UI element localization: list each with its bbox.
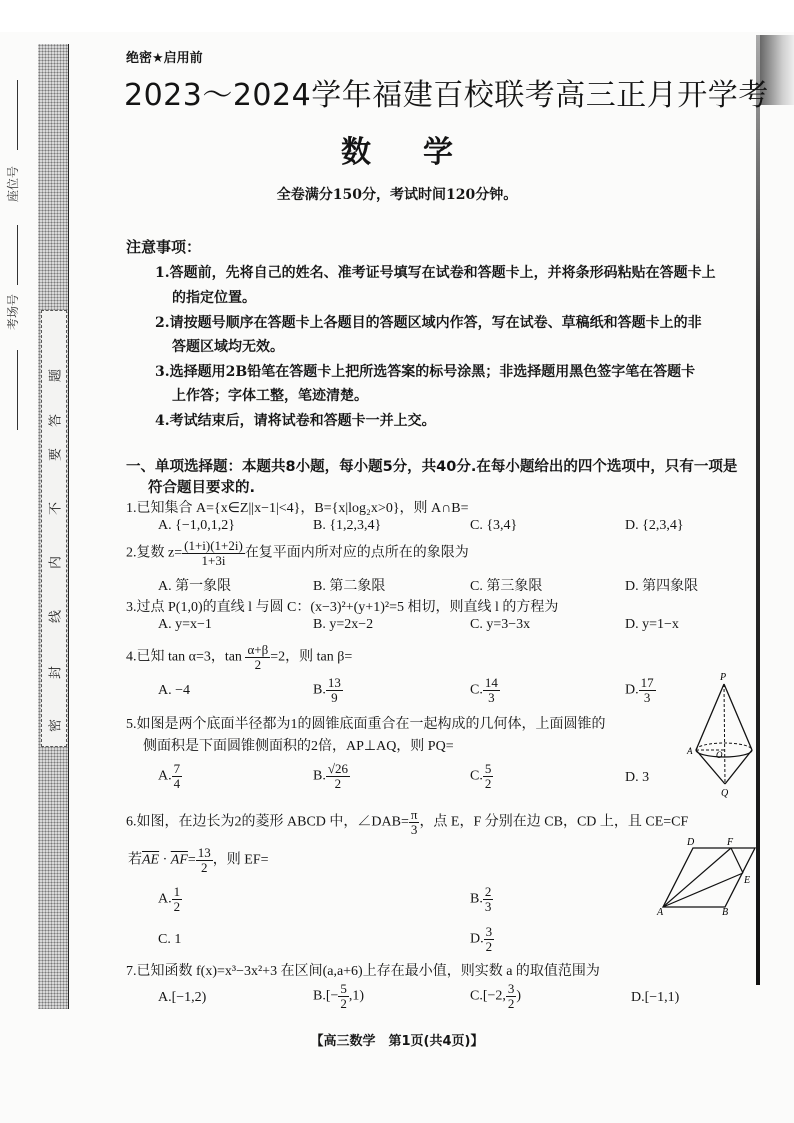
- subject-char: 数: [341, 135, 371, 170]
- denominator: 3: [410, 821, 418, 837]
- option-d: D. 第四象限: [625, 579, 699, 594]
- denominator: 2: [334, 775, 342, 791]
- denominator: 1+3i: [201, 552, 226, 568]
- option-a: A. {−1,0,1,2}: [158, 518, 235, 533]
- score-info: 全卷满分150分，考试时间120分钟。: [276, 187, 518, 203]
- option-label: A.: [158, 891, 172, 907]
- fraction: [484, 925, 495, 953]
- option-a: [158, 990, 206, 1006]
- label-d: D: [687, 837, 695, 848]
- denominator: 9: [331, 689, 338, 705]
- question-5: [126, 713, 606, 733]
- denominator: 4: [173, 775, 181, 791]
- equals: =: [187, 852, 196, 868]
- notice-item-cont: 上作答；字体工整，笔迹清楚。: [172, 388, 368, 404]
- stem-suffix: ，则 EF=: [212, 852, 269, 868]
- fraction: [483, 762, 494, 790]
- option-b: B. 第二象限: [313, 579, 386, 594]
- exam-title: 2023～2024学年福建百校联考高三正月开学考: [124, 78, 769, 113]
- option-label: B.: [313, 768, 326, 784]
- option-label: B.: [470, 891, 483, 907]
- exam-room-line: [17, 225, 18, 285]
- option-c: [470, 676, 500, 704]
- question-number: 7.: [126, 964, 137, 979]
- question-stem: 已知函数 f(x)=x³−3x²+3 在区间(a,a+6)上存在最小值，则实数 a 的取值范围为: [136, 964, 600, 979]
- seal-char: 封: [48, 666, 64, 680]
- fraction: [639, 676, 656, 704]
- stem-prefix: 复数 z=: [136, 545, 183, 561]
- rhombus-figure: [655, 835, 755, 918]
- option-label: A.: [158, 990, 172, 1005]
- section-heading: 一、单项选择题：本题共8小题，每小题5分，共40分.在每小题给出的四个选项中，只有一项是: [126, 459, 738, 475]
- fraction: [326, 762, 350, 790]
- option-c: C. {3,4}: [470, 518, 518, 533]
- option-a: [158, 762, 182, 790]
- denominator: 2: [201, 859, 208, 875]
- option-d: [625, 676, 656, 704]
- numerator: π: [410, 807, 418, 822]
- option-value: [−1,1): [644, 990, 680, 1005]
- fraction: [196, 846, 213, 874]
- option-d: D. y=1−x: [625, 617, 679, 632]
- numerator: 5: [340, 981, 347, 996]
- question-4: [126, 643, 352, 671]
- fraction: [182, 539, 245, 567]
- question-number: 2.: [126, 545, 137, 561]
- notice-item-cont: 答题区域均无效。: [172, 339, 284, 355]
- fraction: [506, 982, 517, 1010]
- numerator: 17: [640, 675, 654, 690]
- section-heading-cont: 符合题目要求的.: [148, 480, 256, 496]
- fraction: [409, 808, 420, 836]
- question-stem: 过点 P(1,0)的直线 l 与圆 C：(x−3)²+(y+1)²=5 相切，则直线 l 的方程为: [136, 600, 559, 615]
- seal-char: 题: [48, 369, 64, 383]
- seal-char: 不: [48, 502, 64, 516]
- option-b: [470, 885, 493, 913]
- seal-line-box: [41, 310, 67, 747]
- subject-char: 学: [423, 135, 453, 170]
- question-stem: 已知集合 A={x∈Z||x−1|<4}，B={x|log₂x>0}，则 A∩B=: [136, 501, 469, 516]
- fraction: [338, 982, 349, 1010]
- question-6-line2: [128, 846, 269, 874]
- question-number: 1.: [126, 501, 137, 516]
- denominator: 2: [173, 898, 181, 914]
- subject-title: [0, 127, 794, 171]
- seal-char: 密: [48, 719, 64, 733]
- question-number: 4.: [126, 649, 137, 665]
- denominator: 2: [507, 995, 515, 1011]
- option-value: 3: [642, 770, 650, 785]
- stem-suffix: ，点 E，F 分别在边 CB，CD 上，且 CE=CF: [419, 814, 689, 830]
- option-b: B. y=2x−2: [313, 617, 374, 632]
- seal-char: 要: [48, 448, 64, 462]
- label-a: A: [657, 907, 664, 918]
- label-b: B: [722, 907, 729, 918]
- option-value: 1: [174, 932, 182, 947]
- option-label: D.: [625, 682, 639, 698]
- numerator: (1+i)(1+2i): [184, 538, 243, 553]
- confidential-label: 绝密★启用前: [126, 51, 203, 66]
- notice-item: 4.考试结束后，请将试卷和答题卡一并上交。: [155, 413, 436, 429]
- option-label: C.: [470, 768, 483, 784]
- numerator: α+β: [247, 642, 269, 657]
- option-a: [158, 885, 182, 913]
- denominator: 3: [488, 689, 495, 705]
- stem-line2: 侧面积是下面圆锥侧面积的2倍，AP⊥AQ，则 PQ=: [143, 739, 454, 754]
- option-label: C.: [470, 988, 483, 1004]
- question-1: [126, 497, 469, 517]
- option-label: A.: [158, 768, 172, 784]
- question-number: 3.: [126, 600, 137, 615]
- option-value: [−1,2): [171, 990, 207, 1005]
- numerator: 3: [485, 924, 493, 939]
- option-label: B.: [313, 682, 326, 698]
- notice-item: 2.请按题号顺序在答题卡上各题目的答题区域内作答，写在试卷、草稿纸和答题卡上的非: [155, 315, 702, 331]
- option-c: [470, 762, 493, 790]
- option-b: B. {1,2,3,4}: [313, 518, 382, 533]
- dot-operator: ·: [162, 852, 168, 868]
- option-c: [470, 982, 521, 1010]
- denominator: 2: [485, 938, 493, 954]
- option-pre: [−2,: [482, 988, 506, 1004]
- option-b: [313, 676, 343, 704]
- fraction: [326, 676, 343, 704]
- option-d: [470, 925, 494, 953]
- option-label: D.: [625, 770, 639, 785]
- denominator: 3: [643, 689, 651, 705]
- notice-title: 注意事项：: [126, 238, 202, 256]
- double-cone-figure: [687, 668, 762, 799]
- notice-item: 1.答题前，先将自己的姓名、准考证号填写在试卷和答题卡上，并将条形码粘贴在答题卡上: [155, 265, 716, 281]
- option-c: C. y=3−3x: [470, 617, 531, 632]
- vector-af: $\overline{AF}$: [170, 852, 188, 868]
- label-q: Q: [721, 788, 729, 799]
- option-post: ,1): [348, 988, 365, 1004]
- notice-item-cont: 的指定位置。: [172, 290, 256, 306]
- stem-suffix: =2，则 tan β=: [270, 649, 353, 665]
- option-d: [625, 770, 649, 786]
- stem-suffix: 在复平面内所对应的点所在的象限为: [244, 545, 469, 561]
- question-number: 5.: [126, 717, 137, 732]
- numerator: √26: [327, 761, 348, 776]
- label-e: E: [744, 875, 751, 886]
- question-5-cont: [143, 735, 454, 755]
- option-label: D.: [631, 990, 645, 1005]
- question-3: [126, 596, 558, 616]
- numerator: 3: [507, 981, 515, 996]
- option-pre: [−: [325, 988, 339, 1004]
- fraction: [483, 885, 494, 913]
- option-value: −4: [175, 683, 191, 698]
- stem-prefix: 若: [128, 852, 142, 868]
- denominator: 2: [484, 775, 492, 791]
- question-number: 6.: [126, 814, 137, 830]
- question-6: [126, 808, 688, 836]
- option-label: C.: [470, 682, 483, 698]
- option-a: [158, 683, 190, 699]
- numerator: 2: [484, 884, 492, 899]
- stem-line1: 如图是两个底面半径都为1的圆锥底面重合在一起构成的几何体，上面圆锥的: [136, 717, 606, 732]
- option-label: D.: [470, 931, 484, 947]
- option-label: A.: [158, 683, 172, 698]
- page-top-margin: [0, 0, 794, 32]
- denominator: 2: [254, 656, 262, 672]
- label-p: P: [720, 672, 727, 683]
- scan-edge: [756, 35, 760, 985]
- fraction: [172, 885, 183, 913]
- seat-number-label: 座位号: [6, 165, 20, 202]
- notice-item: 3.选择题用2B铅笔在答题卡上把所选答案的标号涂黑；非选择题用黑色签字笔在答题卡: [155, 364, 696, 380]
- option-d: D. {2,3,4}: [625, 518, 684, 533]
- question-2: [126, 539, 469, 567]
- stem-prefix: 已知 tan α=3，tan: [136, 649, 242, 665]
- numerator: 7: [173, 761, 181, 776]
- exam-room-label: 考场号: [6, 293, 20, 330]
- numerator: 13: [197, 845, 211, 860]
- label-a: A: [687, 746, 693, 756]
- fraction: [172, 762, 183, 790]
- stem-prefix: 如图，在边长为2的菱形 ABCD 中，∠DAB=: [136, 814, 409, 830]
- option-d: [631, 990, 679, 1006]
- option-a: A. y=x−1: [158, 617, 212, 632]
- option-label: B.: [313, 988, 326, 1004]
- name-line: [17, 350, 18, 430]
- option-a: A. 第一象限: [158, 579, 232, 594]
- option-c: C. 第三象限: [470, 579, 543, 594]
- page-footer: 【高三数学 第1页(共4页)】: [310, 1034, 484, 1049]
- vector-ae: $\overline{AE}$: [142, 852, 160, 868]
- seal-char: 内: [48, 556, 64, 570]
- label-o: O: [716, 750, 723, 760]
- numerator: 14: [484, 675, 498, 690]
- option-c: [158, 932, 181, 948]
- option-b: [313, 982, 364, 1010]
- fraction: [245, 643, 270, 671]
- question-7: [126, 960, 600, 980]
- fraction: [483, 676, 500, 704]
- numerator: 13: [327, 675, 341, 690]
- numerator: 5: [484, 761, 492, 776]
- option-post: ): [516, 988, 522, 1004]
- option-b: [313, 762, 350, 790]
- denominator: 2: [340, 995, 347, 1011]
- option-label: C.: [158, 932, 171, 947]
- label-f: F: [727, 837, 734, 848]
- seal-char: 线: [48, 610, 64, 624]
- numerator: 1: [173, 884, 181, 899]
- denominator: 3: [484, 898, 492, 914]
- seal-char: 答: [48, 414, 64, 428]
